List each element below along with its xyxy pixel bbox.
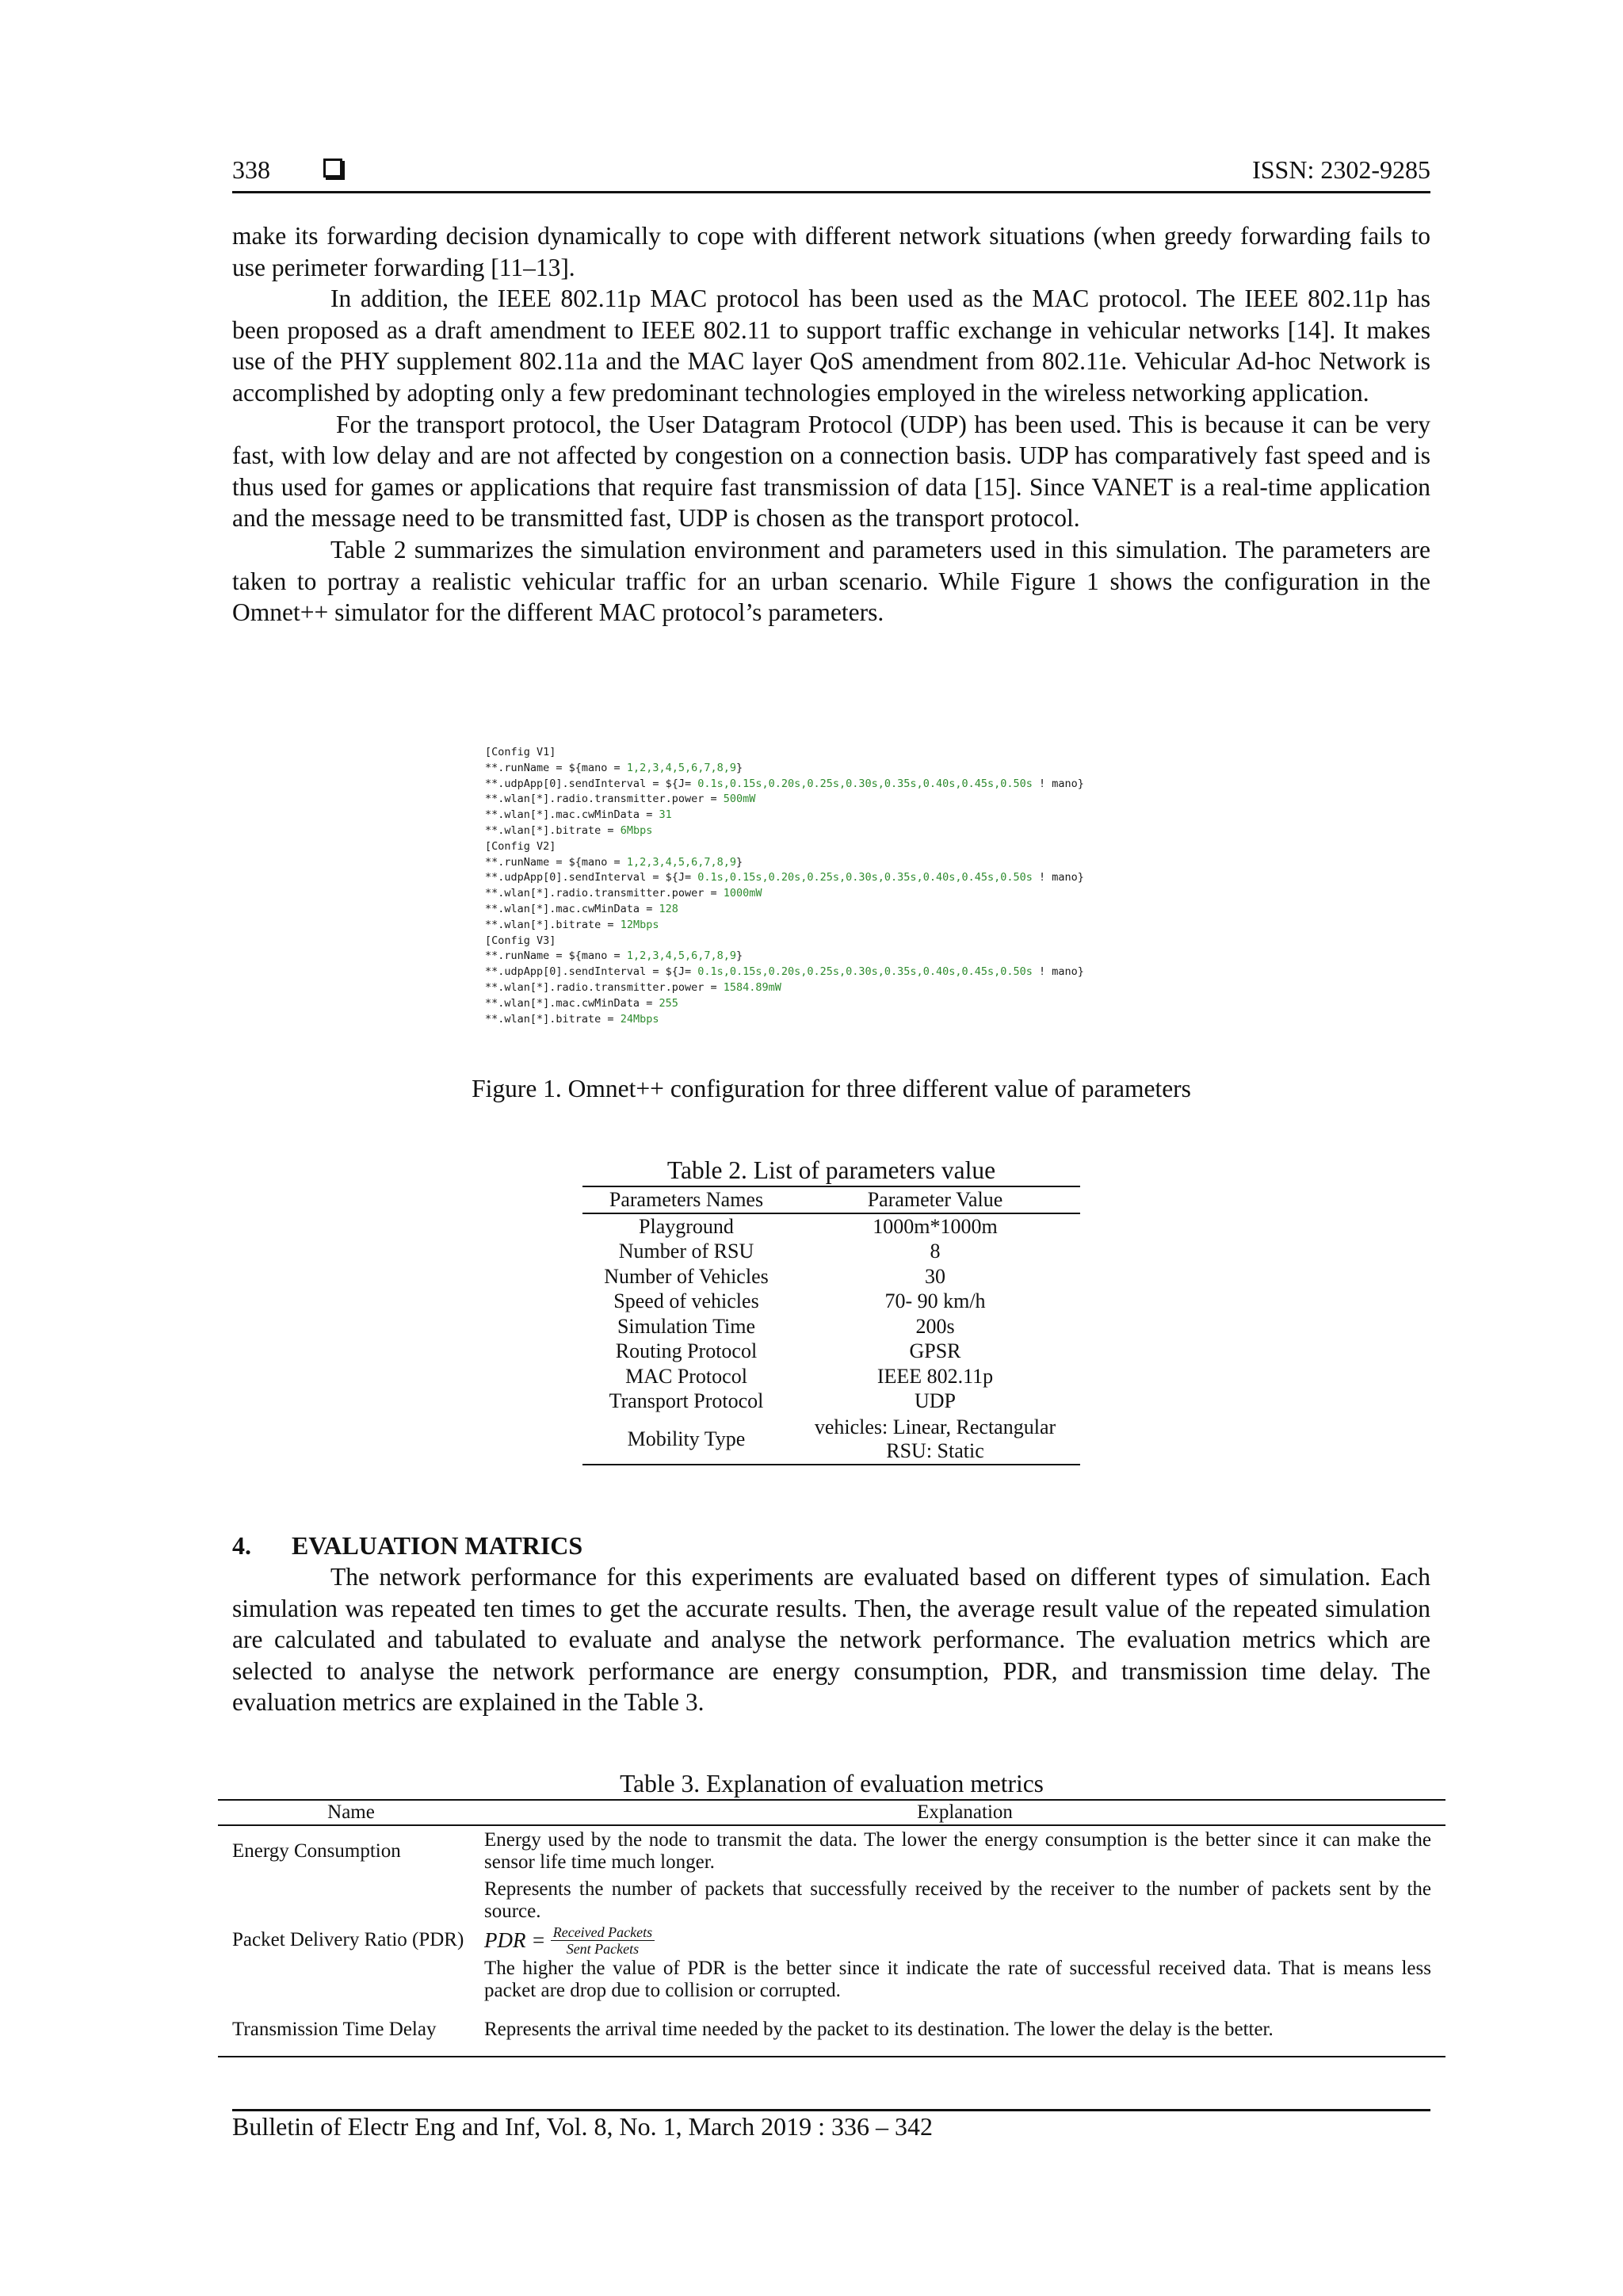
metric-name-energy: Energy Consumption (232, 1840, 401, 1862)
code-text: ! mano} (1032, 777, 1084, 790)
table-row (582, 1364, 1080, 1389)
table-2 (582, 1186, 1080, 1465)
code-line (485, 808, 1170, 823)
pdr-fraction (551, 1924, 655, 1957)
table-2-caption: Table 2. List of parameters value (666, 1156, 996, 1184)
code-text: **.wlan[*].mac.cwMinData = (485, 808, 659, 822)
pdr-denominator: Sent Packets (566, 1940, 640, 1957)
code-value: 6Mbps (620, 823, 653, 837)
code-text: **.runName = ${mano = (485, 855, 627, 869)
mobility-value-line-2: RSU: Static (886, 1438, 984, 1462)
code-value: 24Mbps (620, 1012, 659, 1026)
body-text-upper (232, 220, 1430, 628)
code-text: } (735, 949, 743, 963)
code-text: **.udpApp[0].sendInterval = ${J= (485, 965, 698, 979)
table-2-cell-value: 30 (925, 1264, 945, 1288)
table-2-cell-name: MAC Protocol (625, 1364, 747, 1388)
code-value: 255 (659, 996, 678, 1010)
code-value: 31 (659, 808, 672, 822)
code-text: **.wlan[*].bitrate = (485, 823, 621, 837)
code-value: 0.1s,0.15s,0.20s,0.25s,0.30s,0.35s,0.40s,0.45s,0.50s (697, 777, 1033, 790)
code-text: [Config V1] (485, 746, 556, 758)
table-3-header-name: Name (218, 1801, 484, 1825)
table-2-cell-value: UDP (914, 1389, 956, 1413)
header-rule (232, 191, 1430, 193)
table-2-cell-value: IEEE 802.11p (876, 1364, 994, 1388)
code-text: ! mano} (1032, 871, 1084, 884)
page-number: 338 (232, 155, 270, 184)
code-value: 500mW (723, 793, 756, 806)
paragraph-2: In addition, the IEEE 802.11p MAC protocol has been used as the MAC protocol. The IEEE 802.11p has been proposed as a draft amendment to IEEE 802.11 to support traffic exchange in vehicular networks [14]. It makes use of the PHY supplement 802.11a and the MAC layer QoS amendment from 802.11e. Vehicular Ad-hoc Network is accomplished by adopting only a few predominant technologies employed in the wireless networking application. (232, 285, 1430, 407)
code-text: [Config V3] (485, 934, 556, 947)
code-value: 1000mW (723, 887, 762, 900)
paragraph-3: For the transport protocol, the User Datagram Protocol (UDP) has been used. This is because it can be very fast, with low delay and are not affected by congestion on a connection basis. UDP has comparatively fast speed and is thus used for games or applications that require fast transmission of data [15]. Since VANET is a real-time application and the message need to be transmitted fast, UDP is chosen as the transport protocol. (232, 410, 1430, 533)
code-line (485, 934, 1170, 949)
code-line (485, 777, 1170, 793)
footer-rule (232, 2109, 1430, 2111)
table-2-cell-value (790, 1414, 1080, 1464)
code-line (485, 823, 1170, 839)
code-text: **.runName = ${mano = (485, 949, 627, 963)
paragraph-4: Table 2 summarizes the simulation environment and parameters used in this simulation. The parameters are taken to portray a realistic vehicular traffic for an urban scenario. While Figure 1 shows the configuration in the Omnet++ simulator for the different MAC protocol’s parameters. (232, 535, 1430, 627)
code-text: **.wlan[*].bitrate = (485, 1012, 621, 1026)
table-2-cell-name: Number of RSU (618, 1240, 754, 1263)
table-row (582, 1414, 1080, 1464)
pdr-numerator: Received Packets (551, 1924, 655, 1941)
table-row (582, 1213, 1080, 1240)
metric-explanation-energy: Energy used by the node to transmit the data. The lower the energy consumption is the better since it can make the sensor life time much longer. (484, 1829, 1431, 1873)
metric-name-delay: Transmission Time Delay (232, 2019, 437, 2040)
table-2-header-row (582, 1187, 1080, 1213)
code-line (485, 761, 1170, 777)
code-text: **.wlan[*].radio.transmitter.power = (485, 887, 724, 900)
pdr-formula-lhs: PDR = (484, 1928, 546, 1952)
code-text: **.runName = ${mano = (485, 761, 627, 774)
code-text: **.udpApp[0].sendInterval = ${J= (485, 777, 698, 790)
table-row (218, 2004, 1445, 2056)
code-text: **.wlan[*].mac.cwMinData = (485, 902, 659, 915)
table-row (582, 1289, 1080, 1315)
table-3-caption: Table 3. Explanation of evaluation metrics (620, 1770, 1044, 1797)
code-value: 12Mbps (620, 918, 659, 931)
table-row (582, 1339, 1080, 1365)
table-2-cell-name: Number of Vehicles (604, 1264, 769, 1288)
table-row (582, 1240, 1080, 1265)
code-line (485, 792, 1170, 808)
metric-name-pdr: Packet Delivery Ratio (PDR) (232, 1929, 464, 1950)
code-line (485, 855, 1170, 871)
code-block (485, 745, 1170, 1027)
table-2-cell-value: 8 (930, 1240, 941, 1263)
table-2-header-value: Parameter Value (790, 1187, 1080, 1213)
table-2-cell-value: 1000m*1000m (873, 1214, 998, 1238)
code-line (485, 870, 1170, 886)
code-text: **.wlan[*].radio.transmitter.power = (485, 980, 724, 994)
code-line (485, 918, 1170, 934)
code-line (485, 745, 1170, 761)
code-text: ! mano} (1032, 965, 1084, 979)
issn: ISSN: 2302-9285 (1252, 155, 1430, 184)
table-3-header-row (218, 1801, 1445, 1825)
table-2-cell-value: 200s (915, 1314, 955, 1338)
table-2-cell-name: Speed of vehicles (613, 1289, 759, 1313)
table-row (218, 1877, 1445, 2004)
table-3 (218, 1799, 1445, 2057)
table-row (582, 1264, 1080, 1289)
code-text: [Config V2] (485, 839, 556, 853)
pdr-formula (484, 1923, 1431, 1958)
code-text: } (735, 855, 743, 869)
code-text: **.wlan[*].radio.transmitter.power = (485, 793, 724, 806)
table-3-header-explanation: Explanation (484, 1801, 1445, 1825)
pdr-explanation-2: The higher the value of PDR is the better since it indicate the rate of successful received data. That is means less packet are drop due to collision or corrupted. (484, 1958, 1431, 2001)
code-line (485, 902, 1170, 918)
table-2-cell-name: Playground (639, 1214, 734, 1238)
code-text: **.udpApp[0].sendInterval = ${J= (485, 871, 698, 884)
section-heading (232, 1531, 582, 1561)
figure-1-caption: Figure 1. Omnet++ configuration for three different value of parameters (472, 1075, 1191, 1102)
code-value: 0.1s,0.15s,0.20s,0.25s,0.30s,0.35s,0.40s,0.45s,0.50s (697, 965, 1033, 979)
section-title: EVALUATION MATRICS (292, 1531, 583, 1560)
code-line (485, 1012, 1170, 1028)
code-line (485, 965, 1170, 980)
table-2-cell-name: Mobility Type (627, 1427, 746, 1450)
code-text: **.wlan[*].mac.cwMinData = (485, 996, 659, 1010)
paragraph-5: The network performance for this experiments are evaluated based on different types of simulation. Each simulation was repeated ten times to get the accurate results. Then, the average result value of the repeated simulation are calculated and tabulated to evaluate and analyse the network performance. The evaluation metrics which are selected to analyse the network performance are energy consumption, PDR, and transmission time delay. The evaluation metrics are explained in the Table 3. (232, 1563, 1430, 1717)
code-line (485, 839, 1170, 855)
figure-1-code-screenshot (485, 745, 1170, 1048)
code-line (485, 949, 1170, 965)
code-line (485, 980, 1170, 996)
metric-explanation-pdr (484, 1877, 1445, 2004)
table-2-cell-name: Routing Protocol (615, 1339, 758, 1363)
code-text: **.wlan[*].bitrate = (485, 918, 621, 931)
pdr-explanation-1: Represents the number of packets that successfully received by the receiver to the number of packets sent by the source. (484, 1878, 1431, 1922)
table-2-cell-value: 70- 90 km/h (884, 1289, 986, 1313)
code-value: 128 (659, 902, 678, 915)
table-2-header-name: Parameters Names (582, 1187, 790, 1213)
code-text: } (735, 761, 743, 774)
code-value: 1,2,3,4,5,6,7,8,9 (626, 761, 736, 774)
metric-explanation-delay: Represents the arrival time needed by the packet to its destination. The lower the delay is the better. (484, 2019, 1274, 2040)
footer-citation: Bulletin of Electr Eng and Inf, Vol. 8, No. 1, March 2019 : 336 – 342 (232, 2112, 934, 2141)
table-2-cell-name: Transport Protocol (609, 1389, 764, 1413)
table-row (218, 1825, 1445, 1877)
code-line (485, 996, 1170, 1012)
section-number: 4. (232, 1531, 251, 1560)
paragraph-1: make its forwarding decision dynamically to cope with different network situations (when greedy forwarding fails to use perimeter forwarding [11–13]. (232, 222, 1430, 281)
code-value: 1,2,3,4,5,6,7,8,9 (626, 949, 736, 963)
table-row (582, 1314, 1080, 1339)
code-value: 1,2,3,4,5,6,7,8,9 (626, 855, 736, 869)
square-icon (323, 159, 342, 178)
code-value: 0.1s,0.15s,0.20s,0.25s,0.30s,0.35s,0.40s,0.45s,0.50s (697, 871, 1033, 884)
body-text-lower (232, 1561, 1430, 1718)
table-2-cell-value: GPSR (909, 1339, 961, 1363)
code-line (485, 886, 1170, 902)
table-2-cell-name: Simulation Time (617, 1314, 756, 1338)
mobility-value-line-1: vehicles: Linear, Rectangular (814, 1415, 1056, 1438)
table-row (582, 1389, 1080, 1415)
code-value: 1584.89mW (723, 980, 781, 994)
table-2-body (582, 1213, 1080, 1414)
